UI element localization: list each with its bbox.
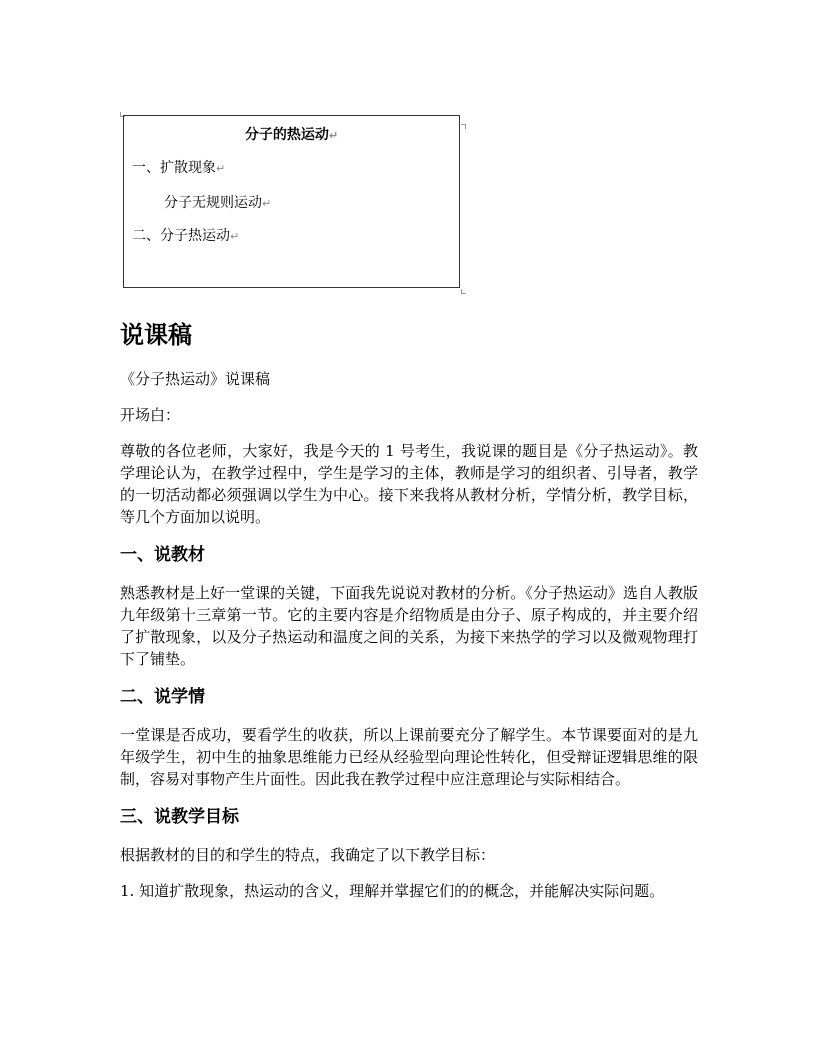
section-students-paragraph: 一堂课是否成功，要看学生的收获，所以上课前要充分了解学生。本节课要面对的是九年级学生，初中生的抽象思维能力已经从经验型向理论性转化，但受辩证逻辑思维的限制，容易对事物产生片面性。因此我在教学过程中应注意理论与实际相结合。 (120, 726, 698, 788)
document-subtitle: 《分子热运动》说课稿 (120, 370, 271, 388)
section-heading-goals: 三、说教学目标 (120, 807, 239, 827)
outline-title: 分子的热运动↵ (244, 127, 339, 143)
crop-mark (461, 289, 466, 294)
section-goals-intro: 根据教材的目的和学生的特点，我确定了以下教学目标： (120, 846, 496, 864)
opening-label: 开场白： (120, 406, 181, 424)
section-heading-textbook: 一、说教材 (120, 545, 205, 565)
opening-paragraph: 尊敬的各位老师，大家好，我是今天的 1 号考生，我说课的题目是《分子热运动》。教学理论认为，在教学过程中，学生是学习的主体，教师是学习的组织者、引导者，教学的一切活动都必须强调以学生为中心。接下来我将从教材分析，学情分析，教学目标，等几个方面加以说明。 (120, 442, 698, 526)
outline-item-2: 二、分子热运动↵ (132, 228, 240, 244)
section-heading-students: 二、说学情 (120, 687, 205, 707)
goal-item-1: 1. 知道扩散现象，热运动的含义，理解并掌握它们的的概念，并能解决实际问题。 (120, 882, 665, 900)
outline-item-1: 一、扩散现象↵ (132, 160, 226, 176)
document-body (120, 318, 698, 916)
crop-mark (461, 124, 466, 129)
document-heading: 说课稿 (120, 321, 192, 349)
outline-item-1-sub: 分子无规则运动↵ (164, 195, 272, 211)
outline-board-box (123, 115, 460, 288)
section-textbook-paragraph: 熟悉教材是上好一堂课的关键，下面我先说说对教材的分析。《分子热运动》选自人教版九年级第十三章第一节。它的主要内容是介绍物质是由分子、原子构成的，并主要介绍了扩散现象，以及分子热运动和温度之间的关系，为接下来热学的学习以及微观物理打下了铺垫。 (120, 584, 698, 668)
